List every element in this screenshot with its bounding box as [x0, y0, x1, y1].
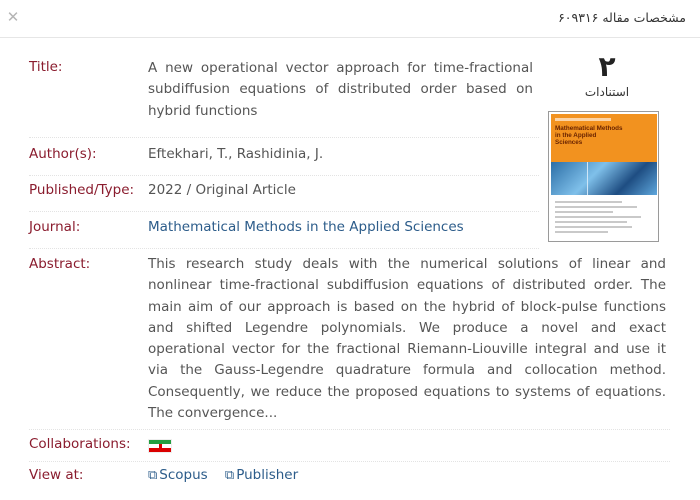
view-at-label: View at: — [29, 467, 84, 483]
view-at-row — [29, 467, 670, 493]
published-label: Published/Type: — [29, 182, 135, 198]
collaborations-row — [29, 436, 670, 462]
citation-count: ۲ — [598, 50, 616, 83]
publisher-label: Publisher — [236, 467, 299, 483]
external-link-icon: ⧉ — [148, 468, 158, 483]
iran-flag-icon — [148, 439, 172, 453]
authors-label: Author(s): — [29, 146, 97, 162]
external-link-icon: ⧉ — [224, 468, 235, 483]
published-row — [29, 182, 539, 212]
title-label: Title: — [29, 59, 63, 75]
cover-text-lines — [555, 201, 651, 236]
modal-title: مشخصات مقاله ۶۰۹۳۱۶ — [558, 10, 686, 25]
citation-label: استنادات — [584, 85, 630, 99]
journal-label: Journal: — [29, 219, 81, 235]
abstract-row — [29, 256, 670, 430]
cover-band — [555, 118, 611, 121]
close-icon[interactable]: ✕ — [6, 8, 20, 26]
journal-link[interactable]: Mathematical Methods in the Applied Sciences — [148, 219, 464, 235]
abstract-text: This research study deals with the numerical solutions of linear and nonlinear time-fractional subdiffusion equations of distributed order. The main aim of our approach is based on the hybrid of block-pulse functions and shifted Legendre polynomials. We produce a novel and exact operational vector for the fractional Riemann-Liouville integral and use it via the Gauss-Legendre quadrature formula and collocation method. Consequently, we reduce the proposed equations to systems of equations. The convergence... — [148, 256, 666, 422]
cover-title: Mathematical Methods in the Applied Sciences — [555, 125, 623, 146]
authors-row — [29, 146, 539, 176]
journal-row — [29, 219, 539, 249]
scopus-label: Scopus — [159, 467, 208, 483]
cover-artwork — [551, 162, 657, 195]
published-value: 2022 / Original Article — [148, 182, 296, 198]
title-row — [29, 58, 539, 138]
abstract-label: Abstract: — [29, 256, 91, 272]
scopus-link[interactable] — [148, 467, 208, 483]
view-links — [148, 465, 298, 486]
journal-cover-image[interactable] — [548, 111, 659, 242]
publisher-link[interactable] — [225, 467, 298, 483]
collaborations-label: Collaborations: — [29, 436, 131, 452]
article-title: A new operational vector approach for time-fractional subdiffusion equations of distributed order based on hybrid functions — [148, 60, 533, 119]
authors-value: Eftekhari, T., Rashidinia, J. — [148, 146, 324, 162]
modal-header — [0, 0, 700, 38]
citations-box — [567, 51, 647, 99]
cover-header — [551, 114, 657, 162]
